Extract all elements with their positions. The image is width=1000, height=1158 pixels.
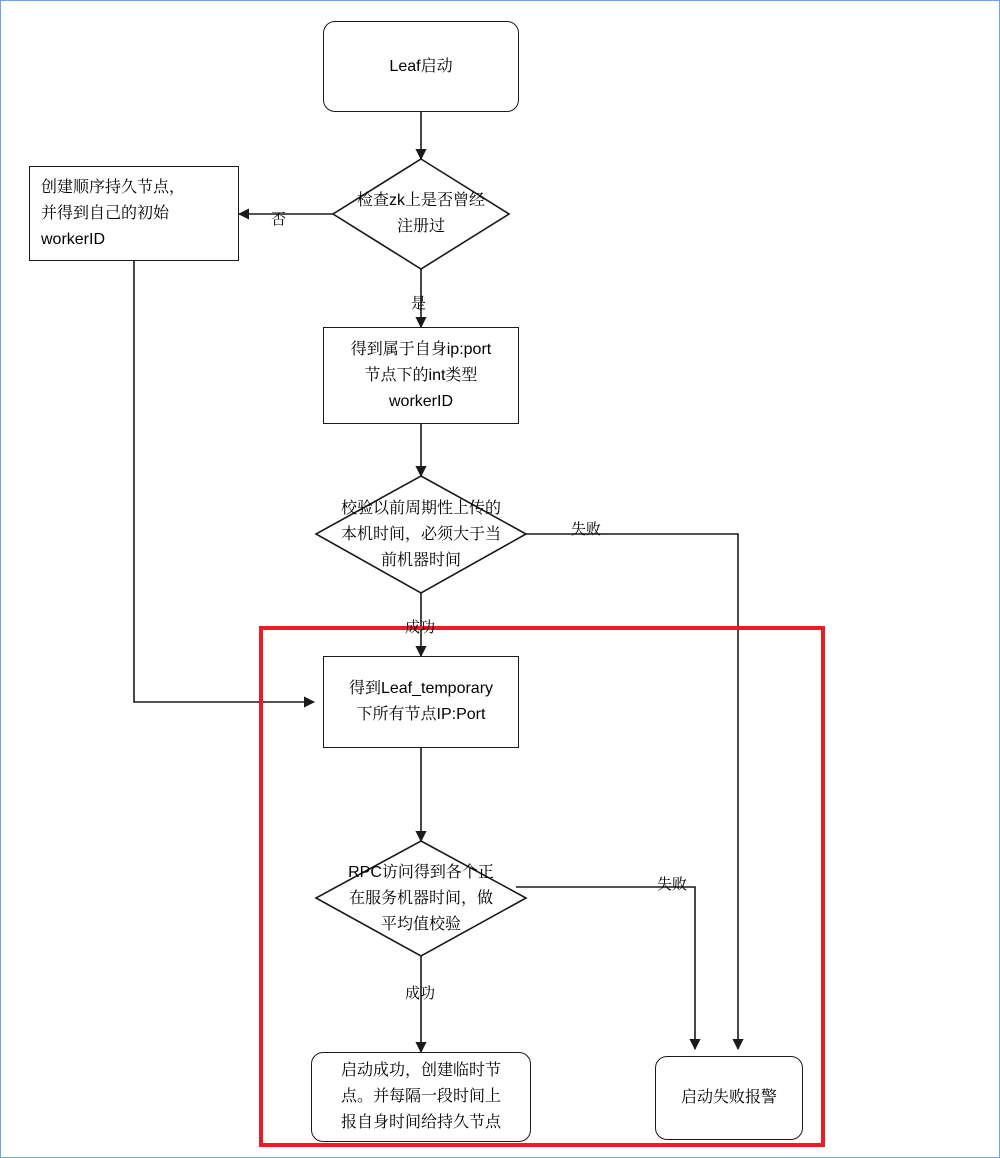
edge-label-no: 否: [271, 211, 287, 228]
node-check-zk-label: 检查zk上是否曾经 注册过: [356, 192, 485, 235]
node-check-zk-shape: [333, 159, 509, 269]
edge-label-yes: 是: [411, 295, 427, 312]
node-start-failure-alarm[interactable]: [655, 1056, 803, 1140]
node-create-sequential-label: 创建顺序持久节点， 并得到自己的初始 workerID: [41, 178, 186, 248]
node-get-workerid-label: 得到属于自身ip:port 节点下的int类型 workerID: [350, 340, 492, 410]
node-verify-time-label: 校验以前周期性上传的 本机时间，必须大于当 前机器时间: [340, 500, 501, 569]
node-create-sequential[interactable]: [29, 166, 239, 261]
node-start-success[interactable]: [311, 1052, 531, 1142]
node-start[interactable]: [323, 21, 519, 112]
edge-label-fail-rpc-check: 失败: [657, 876, 688, 893]
edge-label-success-rpc-check: 成功: [405, 985, 436, 1002]
node-rpc-average-check-label: RPC访问得到各个正 在服务机器时间，做 平均值校验: [348, 864, 494, 933]
node-get-temporary-nodes-label: 得到Leaf_temporary 下所有节点IP:Port: [348, 680, 494, 723]
node-get-workerid[interactable]: [323, 327, 519, 424]
node-get-temporary-nodes[interactable]: [323, 656, 519, 748]
node-start-failure-alarm-label: 启动失败报警: [680, 1089, 777, 1106]
edge-label-fail-time-check: 失败: [571, 521, 602, 538]
node-start-label: Leaf启动: [389, 57, 453, 75]
node-verify-time-shape: [316, 476, 526, 593]
edge-label-success-time-check: 成功: [405, 619, 436, 636]
node-start-success-label: 启动成功，创建临时节 点。并每隔一段时间上 报自身时间给持久节点: [340, 1062, 501, 1131]
